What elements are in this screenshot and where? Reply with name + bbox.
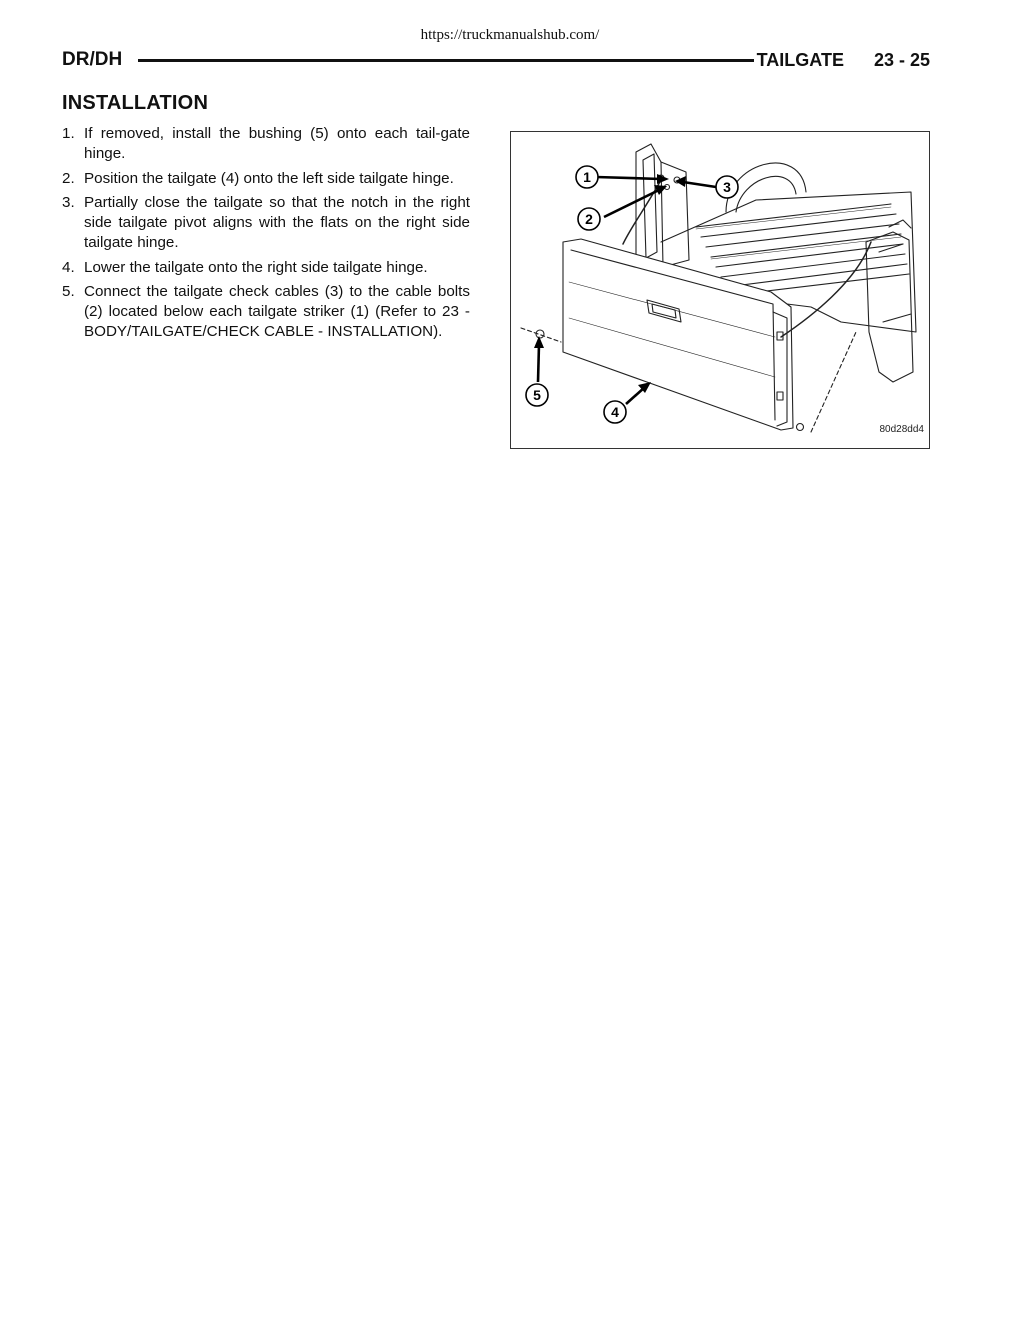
step-number: 3. bbox=[62, 194, 75, 211]
callout-label-3: 3 bbox=[723, 179, 731, 195]
callout-label-1: 1 bbox=[583, 169, 591, 185]
header-rule bbox=[138, 59, 754, 62]
step-text: Partially close the tailgate so that the notch in the right side tailgate pivot aligns with the flats on the right side tailgate hinge. bbox=[84, 194, 470, 251]
model-code: DR/DH bbox=[62, 49, 123, 70]
step-item bbox=[62, 258, 470, 278]
step-item bbox=[62, 282, 470, 342]
step-item bbox=[62, 193, 470, 253]
step-number: 2. bbox=[62, 169, 75, 187]
source-url[interactable]: https://truckmanualshub.com/ bbox=[420, 27, 600, 43]
page-number: 23 - 25 bbox=[873, 50, 930, 70]
step-number: 4. bbox=[62, 258, 75, 276]
section-title: INSTALLATION bbox=[62, 92, 209, 114]
step-text: Lower the tailgate onto the right side tailgate hinge. bbox=[84, 258, 428, 276]
step-text: Position the tailgate (4) onto the left side tailgate hinge. bbox=[84, 169, 454, 187]
step-item bbox=[62, 169, 470, 189]
section-name: TAILGATE bbox=[756, 50, 844, 70]
figure-id: 80d28dd4 bbox=[879, 424, 924, 435]
step-item bbox=[62, 124, 470, 164]
callout-label-5: 5 bbox=[533, 387, 541, 403]
step-text: Connect the tailgate check cables (3) to the cable bolts (2) located below each tailgate striker (1) (Refer to 23 - BODY/TAILGATE/CHECK CABLE - INSTALLATION). bbox=[84, 283, 470, 340]
callout-label-2: 2 bbox=[585, 211, 593, 227]
callout-label-4: 4 bbox=[611, 404, 619, 420]
tailgate-installation-figure bbox=[510, 131, 930, 449]
header-right bbox=[757, 48, 930, 72]
page-header bbox=[62, 48, 930, 72]
step-number: 1. bbox=[62, 125, 75, 142]
step-text: If removed, install the bushing (5) onto each tail-gate hinge. bbox=[84, 125, 470, 162]
installation-steps bbox=[62, 124, 470, 347]
tailgate-illustration bbox=[511, 132, 929, 448]
step-number: 5. bbox=[62, 283, 75, 300]
